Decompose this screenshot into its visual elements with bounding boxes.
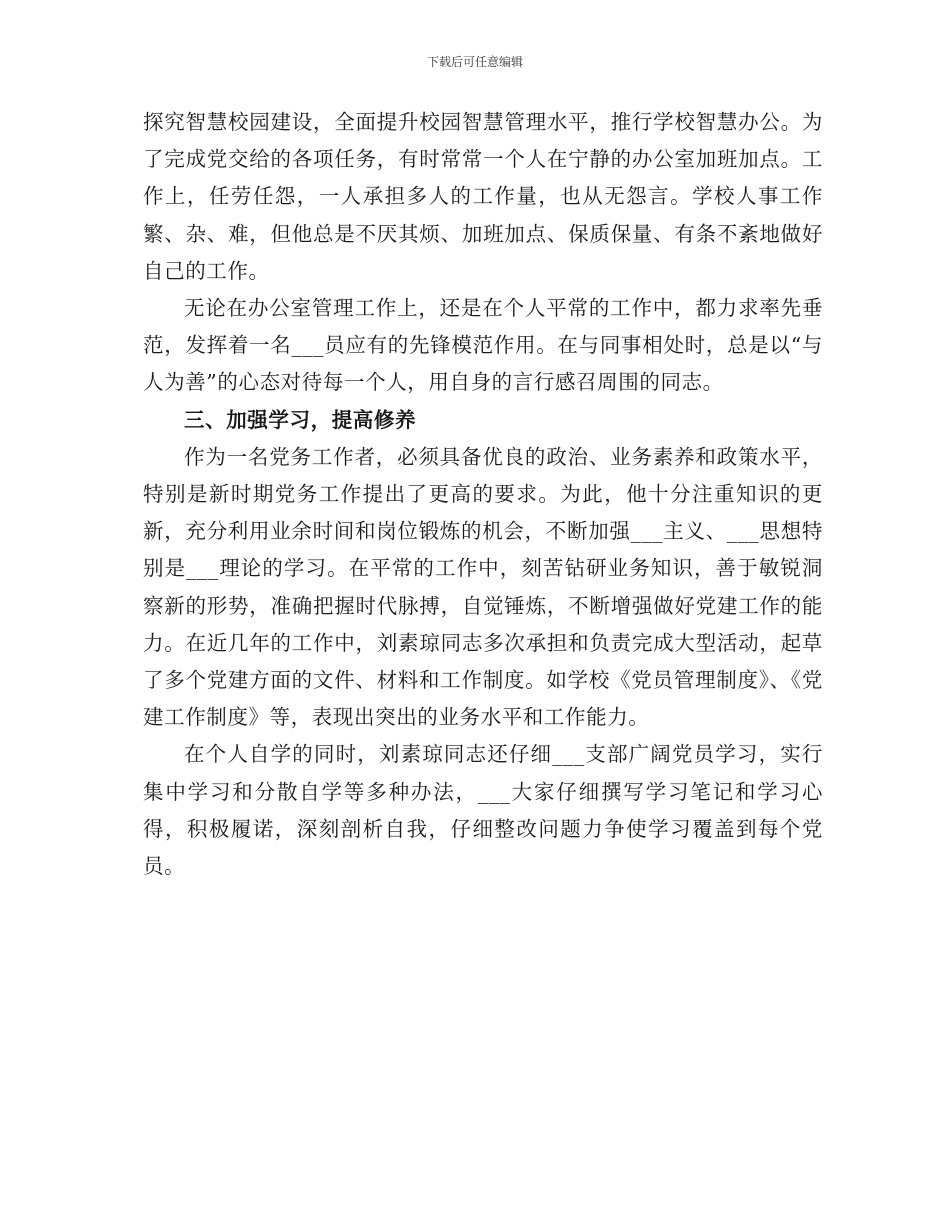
section-heading: 三、加强学习，提高修养: [184, 407, 417, 432]
paragraph-2: 无论在办公室管理工作上，还是在个人平常的工作中，都力求率先垂范，发挥着一名___员应有的先锋模范作用。在与同事相处时，总是以“与人为善”的心态对待每一个人，用自身的言行感召周围的同志。: [143, 296, 823, 395]
page-header: 下载后可任意编辑: [426, 55, 523, 69]
document-body: [143, 104, 823, 885]
paragraph-4: 在个人自学的同时，刘素琼同志还仔细___支部广阔党员学习，实行集中学习和分散自学等多种办法，___大家仔细撰写学习笔记和学习心得，积极履诺，深刻剖析自我，仔细整改问题力争使学习覆盖到每个党员。: [143, 742, 823, 879]
paragraph-3: 作为一名党务工作者，必须具备优良的政治、业务素养和政策水平，特别是新时期党务工作提出了更高的要求。为此，他十分注重知识的更新，充分利用业余时间和岗位锻炼的机会，不断加强___主义、___思想特别是___理论的学习。在平常的工作中，刻苦钻研业务知识，善于敏锐洞察新的形势，准确把握时代脉搏，自觉锤炼，不断增强做好党建工作的能力。在近几年的工作中，刘素琼同志多次承担和负责完成大型活动，起草了多个党建方面的文件、材料和工作制度。如学校《党员管理制度》、《党建工作制度》等，表现出突出的业务水平和工作能力。: [143, 444, 823, 730]
paragraph-1: 探究智慧校园建设，全面提升校园智慧管理水平，推行学校智慧办公。为了完成党交给的各项任务，有时常常一个人在宁静的办公室加班加点。工作上，任劳任怨，一人承担多人的工作量，也从无怨言。学校人事工作繁、杂、难，但他总是不厌其烦、加班加点、保质保量、有条不紊地做好自己的工作。: [143, 110, 823, 283]
